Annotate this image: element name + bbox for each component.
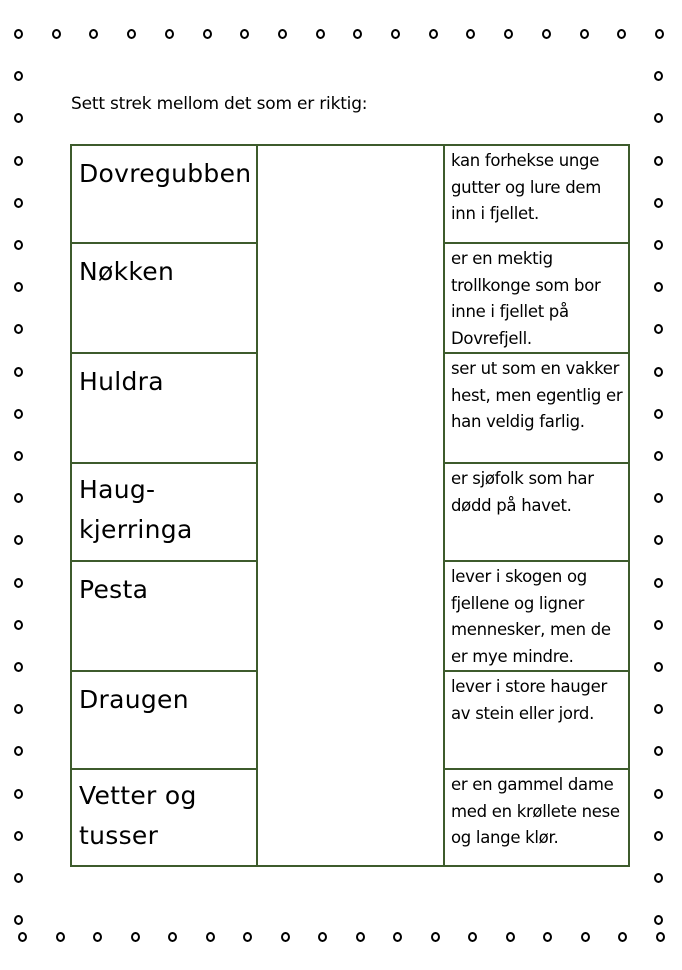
border-dot [353,29,362,39]
border-dot [18,932,27,942]
border-dot [131,932,140,942]
border-dot [504,29,513,39]
border-dot [543,932,552,942]
border-dot [206,932,215,942]
border-dot [316,29,325,39]
border-dot [14,789,23,799]
border-dot [14,282,23,292]
border-dot [654,324,663,334]
name-cell [72,770,256,869]
border-dot [581,932,590,942]
names-column [72,146,258,865]
description-cell [445,562,630,672]
border-dot [654,620,663,630]
border-dot [654,240,663,250]
border-dot [14,156,23,166]
description-cell [445,244,630,354]
description-text: lever i skogen og fjellene og ligner mennesker, men de er mye mindre. [451,567,611,666]
description-cell [445,354,630,464]
border-dot [654,156,663,166]
border-dot [654,873,663,883]
border-dot [52,29,61,39]
border-dot [654,113,663,123]
name-cell [72,464,256,562]
name-label: Dovregubben [79,159,252,188]
border-dot [618,932,627,942]
description-text: er en mektig trollkonge som bor inne i fjellet på Dovrefjell. [451,249,601,348]
border-dot [654,451,663,461]
border-dot [14,535,23,545]
border-dot [654,493,663,503]
border-dot [654,282,663,292]
border-dot [654,704,663,714]
border-dot [168,932,177,942]
border-dot [14,578,23,588]
border-dot [466,29,475,39]
border-dot [391,29,400,39]
border-dot [506,932,515,942]
border-dot [393,932,402,942]
border-dot [203,29,212,39]
border-dot [655,29,664,39]
border-dot [429,29,438,39]
line-drawing-area[interactable] [258,146,443,865]
border-dot [431,932,440,942]
border-dot [14,71,23,81]
border-dot [14,915,23,925]
name-cell [72,672,256,770]
description-text: lever i store hauger av stein eller jord. [451,677,607,723]
description-text: er sjøfolk som har dødd på havet. [451,469,594,515]
border-dot [14,493,23,503]
border-dot [14,113,23,123]
border-dot [654,662,663,672]
border-dot [14,29,23,39]
border-dot [654,746,663,756]
border-dot [14,451,23,461]
description-text: ser ut som en vakker hest, men egentlig er han veldig farlig. [451,359,623,431]
border-dot [14,873,23,883]
border-dot [56,932,65,942]
border-dot [318,932,327,942]
border-dot [654,578,663,588]
border-dot [14,746,23,756]
name-cell [72,354,256,464]
name-cell [72,562,256,672]
border-dot [165,29,174,39]
border-dot [654,409,663,419]
border-dot [14,662,23,672]
description-cell [445,464,630,562]
border-dot [654,71,663,81]
border-dot [243,932,252,942]
descriptions-column [443,146,630,865]
border-dot [127,29,136,39]
border-dot [656,932,665,942]
name-label: Pesta [79,575,149,604]
name-label: Vetter og tusser [79,781,197,850]
border-dot [654,789,663,799]
border-dot [240,29,249,39]
border-dot [14,704,23,714]
border-dot [14,367,23,377]
instruction-text: Sett strek mellom det som er riktig: [71,94,368,114]
matching-table [70,144,630,867]
border-dot [14,324,23,334]
name-label: Haug-kjerringa [79,475,193,544]
border-dot [14,198,23,208]
border-dot [617,29,626,39]
border-dot [14,620,23,630]
border-dot [278,29,287,39]
border-dot [580,29,589,39]
name-label: Draugen [79,685,189,714]
name-cell [72,244,256,354]
description-cell [445,146,630,244]
border-dot [93,932,102,942]
border-dot [542,29,551,39]
border-dot [356,932,365,942]
border-dot [89,29,98,39]
description-cell [445,672,630,770]
description-text: er en gammel dame med en krøllete nese og lange klør. [451,775,620,847]
description-cell [445,770,630,869]
description-text: kan forhekse unge gutter og lure dem inn i fjellet. [451,151,602,223]
border-dot [654,535,663,545]
border-dot [14,240,23,250]
name-label: Huldra [79,367,164,396]
border-dot [654,831,663,841]
border-dot [14,409,23,419]
name-cell [72,146,256,244]
border-dot [654,367,663,377]
border-dot [281,932,290,942]
name-label: Nøkken [79,257,175,286]
border-dot [654,198,663,208]
border-dot [14,831,23,841]
border-dot [468,932,477,942]
border-dot [654,915,663,925]
